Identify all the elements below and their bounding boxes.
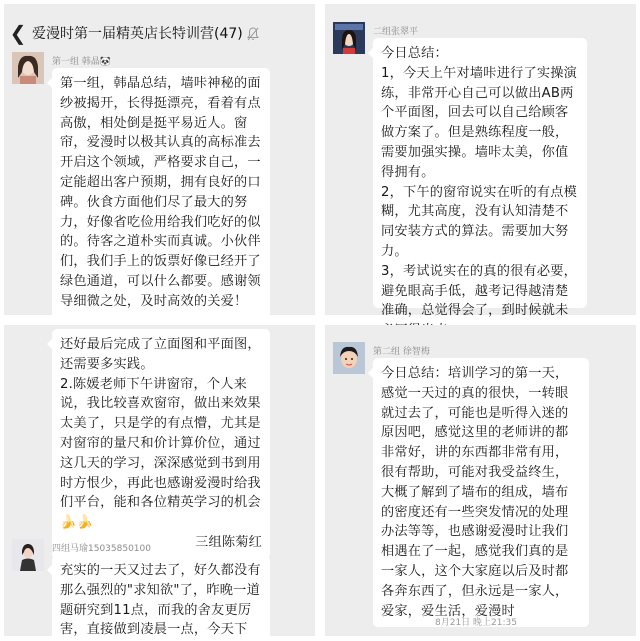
- chat-panel-2: [325, 4, 636, 319]
- chat-panel-4: [325, 325, 636, 636]
- message-signature: 三组陈菊红: [195, 534, 262, 550]
- message-text: 还好最后完成了立面图和平面图，还需要多实践。 2.陈媛老师下午讲窗帘，个人来说，我比较喜欢窗帘，做出来效果太美了，只是学的有点懵，尤其是对窗帘的量尺和价计算价位，通过这几天的学习，深深感觉到书到用时方恨少，再此也感谢爱漫时给我们平台，能和各位精英学习的机会🍌🍌: [60, 337, 261, 531]
- chat-panel-3: [4, 325, 315, 636]
- message-text: 今日总结： 1，今天上午对墙咔进行了实操演练，非常开心自己可以做出AB两个平面图，回去可以自己给顾客做方案了。但是熟练程度一般，需要加强实操。墙咔太美，你值得拥有。 2，下午的窗帘说实在听的有点模糊，尤其高度，没有认知清楚不同安装方式的算法。需要加大努力。 3，考试说实在的真的很有必要，避免眼高手低，越考记得越清楚准确，总觉得会了，到时候就未: [381, 46, 578, 319]
- chat-panel-1: [4, 4, 315, 315]
- avatar[interactable]: [12, 539, 44, 571]
- message-bubble[interactable]: [373, 358, 589, 627]
- sender-name: 二组张翠平: [373, 27, 419, 37]
- message-bubble[interactable]: [52, 68, 270, 318]
- avatar[interactable]: [12, 52, 44, 84]
- avatar[interactable]: [333, 22, 365, 54]
- mute-bell-icon: [247, 26, 259, 40]
- sender-name: 四组马瑜15035850100: [52, 544, 151, 554]
- sender-name: 第一组 韩晶🐼: [52, 57, 112, 67]
- avatar[interactable]: [333, 342, 365, 374]
- sender-name: 第二组 徐智梅: [373, 347, 430, 357]
- message-text: 第一组，韩晶总结，墙咔神秘的面纱被揭开，长得挺漂亮，看着有点高傲，相处倒是挺平易近人。窗帘，爱漫时以极其认真的高标准去开启这个领域，严格要求自己，一定能超出客户预期，拥有良好的口碑。伙食方面他们尽了最大的努力，好像省吃俭用给我们吃好的似的。待客之道朴实而真诚。小伙伴们，我们手上的饭票好像已经开了绿色通道，可以什么都要。感谢领导细微之处，及时高效的关爱！: [60, 76, 261, 309]
- group-title: 爱漫时第一届精英店长特训营(47): [32, 26, 243, 42]
- message-bubble[interactable]: [52, 555, 270, 641]
- message-text: 充实的一天又过去了，好久都没有那么强烈的"求知欲"了，昨晚一道题研究到11点，而我的舍友更厉害，直接做到凌晨一点，今天下: [60, 563, 261, 638]
- message-timestamp: 8月21日 晚上21:35: [435, 618, 517, 628]
- message-bubble[interactable]: [52, 329, 270, 559]
- message-text: 今日总结：培训学习的第一天，感觉一天过的真的很快，一转眼就过去了，可能也是听得入迷的原因吧，感觉这里的老师讲的都非常好，讲的东西都非常有用，很有帮助，可能对我受益终生，大概了解到了墙布的组成，墙布的密度还有一些突发情况的处理办法等等，也感谢爱漫时让我们相遇在了一起，感觉我们真的是一家人，这个大家庭以后及时都各奔东西了，但永远是一家人，爱家，爱生活，爱漫时: [381, 366, 569, 619]
- message-bubble[interactable]: [373, 38, 587, 319]
- chat-header: [4, 18, 315, 48]
- back-arrow-icon[interactable]: ❮: [9, 21, 27, 45]
